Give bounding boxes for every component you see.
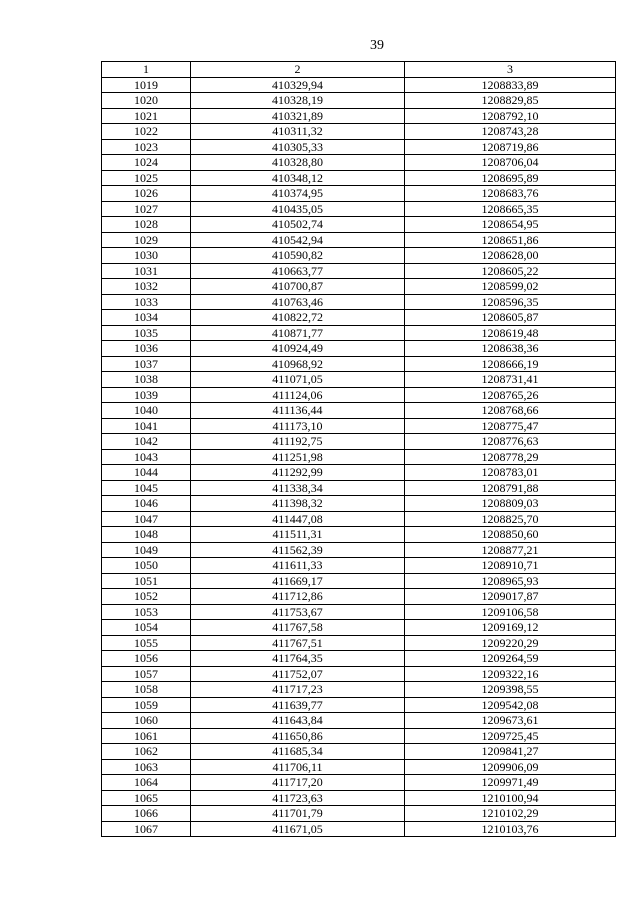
cell-point-number: 1045 (102, 480, 191, 496)
table-row (102, 372, 616, 388)
table-header (102, 62, 616, 78)
cell-point-number: 1021 (102, 108, 191, 124)
table-row (102, 341, 616, 357)
cell-point-number: 1059 (102, 697, 191, 713)
cell-x-coordinate: 411136,44 (191, 403, 405, 419)
table-row (102, 744, 616, 760)
cell-point-number: 1034 (102, 310, 191, 326)
cell-point-number: 1028 (102, 217, 191, 233)
cell-x-coordinate: 411712,86 (191, 589, 405, 605)
cell-point-number: 1058 (102, 682, 191, 698)
cell-y-coordinate: 1208654,95 (405, 217, 616, 233)
table-row (102, 201, 616, 217)
cell-x-coordinate: 410328,19 (191, 93, 405, 109)
cell-point-number: 1048 (102, 527, 191, 543)
table-row (102, 635, 616, 651)
cell-y-coordinate: 1209017,87 (405, 589, 616, 605)
table-row (102, 325, 616, 341)
cell-x-coordinate: 411251,98 (191, 449, 405, 465)
table-row (102, 170, 616, 186)
table-row (102, 713, 616, 729)
cell-y-coordinate: 1209106,58 (405, 604, 616, 620)
cell-point-number: 1032 (102, 279, 191, 295)
cell-point-number: 1067 (102, 821, 191, 837)
table-row (102, 682, 616, 698)
cell-x-coordinate: 411338,34 (191, 480, 405, 496)
table-row (102, 263, 616, 279)
cell-x-coordinate: 410542,94 (191, 232, 405, 248)
cell-y-coordinate: 1210100,94 (405, 790, 616, 806)
cell-x-coordinate: 411071,05 (191, 372, 405, 388)
cell-x-coordinate: 411398,32 (191, 496, 405, 512)
table-row (102, 77, 616, 93)
cell-x-coordinate: 411764,35 (191, 651, 405, 667)
cell-y-coordinate: 1209841,27 (405, 744, 616, 760)
cell-y-coordinate: 1209398,55 (405, 682, 616, 698)
table-row (102, 356, 616, 372)
cell-x-coordinate: 410968,92 (191, 356, 405, 372)
cell-y-coordinate: 1208768,66 (405, 403, 616, 419)
cell-x-coordinate: 411671,05 (191, 821, 405, 837)
cell-y-coordinate: 1208596,35 (405, 294, 616, 310)
cell-x-coordinate: 411767,58 (191, 620, 405, 636)
cell-point-number: 1051 (102, 573, 191, 589)
table-row (102, 108, 616, 124)
cell-x-coordinate: 410502,74 (191, 217, 405, 233)
table-row (102, 511, 616, 527)
table-body (102, 77, 616, 837)
cell-point-number: 1035 (102, 325, 191, 341)
table-row (102, 589, 616, 605)
table-row (102, 232, 616, 248)
cell-y-coordinate: 1208910,71 (405, 558, 616, 574)
cell-point-number: 1038 (102, 372, 191, 388)
cell-y-coordinate: 1208638,36 (405, 341, 616, 357)
cell-y-coordinate: 1208605,22 (405, 263, 616, 279)
cell-y-coordinate: 1208783,01 (405, 465, 616, 481)
cell-point-number: 1057 (102, 666, 191, 682)
cell-y-coordinate: 1208743,28 (405, 124, 616, 140)
cell-point-number: 1049 (102, 542, 191, 558)
cell-point-number: 1043 (102, 449, 191, 465)
cell-x-coordinate: 411767,51 (191, 635, 405, 651)
table-row (102, 806, 616, 822)
cell-x-coordinate: 410924,49 (191, 341, 405, 357)
table-row (102, 186, 616, 202)
cell-x-coordinate: 411511,31 (191, 527, 405, 543)
cell-y-coordinate: 1208719,86 (405, 139, 616, 155)
cell-x-coordinate: 411124,06 (191, 387, 405, 403)
cell-y-coordinate: 1208776,63 (405, 434, 616, 450)
cell-point-number: 1025 (102, 170, 191, 186)
cell-y-coordinate: 1208695,89 (405, 170, 616, 186)
cell-point-number: 1062 (102, 744, 191, 760)
cell-y-coordinate: 1208651,86 (405, 232, 616, 248)
cell-y-coordinate: 1208778,29 (405, 449, 616, 465)
cell-x-coordinate: 411192,75 (191, 434, 405, 450)
table-row (102, 604, 616, 620)
cell-y-coordinate: 1208809,03 (405, 496, 616, 512)
cell-x-coordinate: 410329,94 (191, 77, 405, 93)
cell-point-number: 1027 (102, 201, 191, 217)
cell-point-number: 1063 (102, 759, 191, 775)
table-row (102, 434, 616, 450)
cell-x-coordinate: 410871,77 (191, 325, 405, 341)
cell-y-coordinate: 1208825,70 (405, 511, 616, 527)
cell-x-coordinate: 411173,10 (191, 418, 405, 434)
cell-x-coordinate: 411611,33 (191, 558, 405, 574)
cell-point-number: 1047 (102, 511, 191, 527)
cell-y-coordinate: 1208683,76 (405, 186, 616, 202)
table-row (102, 294, 616, 310)
cell-x-coordinate: 411701,79 (191, 806, 405, 822)
cell-y-coordinate: 1208791,88 (405, 480, 616, 496)
table-row (102, 93, 616, 109)
cell-point-number: 1037 (102, 356, 191, 372)
cell-point-number: 1033 (102, 294, 191, 310)
table-row (102, 465, 616, 481)
table-row (102, 542, 616, 558)
table-row (102, 279, 616, 295)
table-row (102, 403, 616, 419)
column-header-1: 1 (102, 62, 191, 78)
cell-point-number: 1054 (102, 620, 191, 636)
cell-point-number: 1030 (102, 248, 191, 264)
table-row (102, 759, 616, 775)
cell-x-coordinate: 410700,87 (191, 279, 405, 295)
cell-y-coordinate: 1209264,59 (405, 651, 616, 667)
cell-x-coordinate: 411753,67 (191, 604, 405, 620)
cell-x-coordinate: 411717,20 (191, 775, 405, 791)
cell-y-coordinate: 1208706,04 (405, 155, 616, 171)
table-row (102, 666, 616, 682)
cell-point-number: 1065 (102, 790, 191, 806)
cell-x-coordinate: 411562,39 (191, 542, 405, 558)
cell-x-coordinate: 410435,05 (191, 201, 405, 217)
cell-y-coordinate: 1209725,45 (405, 728, 616, 744)
cell-point-number: 1042 (102, 434, 191, 450)
table-row (102, 217, 616, 233)
cell-point-number: 1064 (102, 775, 191, 791)
cell-point-number: 1041 (102, 418, 191, 434)
cell-point-number: 1029 (102, 232, 191, 248)
cell-y-coordinate: 1208775,47 (405, 418, 616, 434)
table-row (102, 821, 616, 837)
cell-x-coordinate: 411685,34 (191, 744, 405, 760)
cell-x-coordinate: 410590,82 (191, 248, 405, 264)
cell-y-coordinate: 1208877,21 (405, 542, 616, 558)
cell-x-coordinate: 411447,08 (191, 511, 405, 527)
cell-x-coordinate: 410663,77 (191, 263, 405, 279)
cell-y-coordinate: 1209220,29 (405, 635, 616, 651)
cell-y-coordinate: 1210102,29 (405, 806, 616, 822)
cell-point-number: 1022 (102, 124, 191, 140)
cell-x-coordinate: 411717,23 (191, 682, 405, 698)
cell-y-coordinate: 1208666,19 (405, 356, 616, 372)
cell-y-coordinate: 1208829,85 (405, 93, 616, 109)
cell-x-coordinate: 411639,77 (191, 697, 405, 713)
cell-x-coordinate: 411723,63 (191, 790, 405, 806)
table-row (102, 449, 616, 465)
cell-point-number: 1060 (102, 713, 191, 729)
table-row (102, 728, 616, 744)
cell-y-coordinate: 1209971,49 (405, 775, 616, 791)
table-row (102, 527, 616, 543)
table-row (102, 573, 616, 589)
cell-point-number: 1031 (102, 263, 191, 279)
cell-x-coordinate: 411752,07 (191, 666, 405, 682)
table-row (102, 418, 616, 434)
cell-point-number: 1024 (102, 155, 191, 171)
cell-point-number: 1046 (102, 496, 191, 512)
cell-point-number: 1050 (102, 558, 191, 574)
cell-x-coordinate: 410311,32 (191, 124, 405, 140)
table-row (102, 139, 616, 155)
cell-x-coordinate: 411669,17 (191, 573, 405, 589)
cell-y-coordinate: 1208965,93 (405, 573, 616, 589)
cell-point-number: 1066 (102, 806, 191, 822)
cell-y-coordinate: 1208731,41 (405, 372, 616, 388)
table-row (102, 248, 616, 264)
cell-y-coordinate: 1209542,08 (405, 697, 616, 713)
cell-y-coordinate: 1209169,12 (405, 620, 616, 636)
cell-x-coordinate: 411706,11 (191, 759, 405, 775)
header-row (102, 62, 616, 78)
cell-point-number: 1044 (102, 465, 191, 481)
cell-x-coordinate: 410374,95 (191, 186, 405, 202)
table-row (102, 790, 616, 806)
column-header-3: 3 (405, 62, 616, 78)
table-row (102, 697, 616, 713)
cell-point-number: 1040 (102, 403, 191, 419)
cell-x-coordinate: 411643,84 (191, 713, 405, 729)
cell-x-coordinate: 410328,80 (191, 155, 405, 171)
cell-y-coordinate: 1208605,87 (405, 310, 616, 326)
cell-y-coordinate: 1208850,60 (405, 527, 616, 543)
cell-point-number: 1036 (102, 341, 191, 357)
cell-x-coordinate: 410321,89 (191, 108, 405, 124)
cell-point-number: 1023 (102, 139, 191, 155)
cell-point-number: 1056 (102, 651, 191, 667)
cell-point-number: 1039 (102, 387, 191, 403)
table-row (102, 480, 616, 496)
cell-point-number: 1052 (102, 589, 191, 605)
cell-y-coordinate: 1208833,89 (405, 77, 616, 93)
cell-y-coordinate: 1209673,61 (405, 713, 616, 729)
cell-y-coordinate: 1208792,10 (405, 108, 616, 124)
cell-y-coordinate: 1208628,00 (405, 248, 616, 264)
column-header-2: 2 (191, 62, 405, 78)
table-row (102, 651, 616, 667)
cell-point-number: 1061 (102, 728, 191, 744)
cell-point-number: 1020 (102, 93, 191, 109)
cell-x-coordinate: 410305,33 (191, 139, 405, 155)
cell-y-coordinate: 1208765,26 (405, 387, 616, 403)
cell-point-number: 1026 (102, 186, 191, 202)
cell-x-coordinate: 411650,86 (191, 728, 405, 744)
cell-x-coordinate: 410348,12 (191, 170, 405, 186)
table-row (102, 775, 616, 791)
table-row (102, 620, 616, 636)
cell-x-coordinate: 410822,72 (191, 310, 405, 326)
table-row (102, 496, 616, 512)
table-row (102, 558, 616, 574)
cell-y-coordinate: 1210103,76 (405, 821, 616, 837)
cell-y-coordinate: 1209322,16 (405, 666, 616, 682)
cell-y-coordinate: 1208619,48 (405, 325, 616, 341)
cell-point-number: 1055 (102, 635, 191, 651)
table-row (102, 387, 616, 403)
table-row (102, 155, 616, 171)
cell-x-coordinate: 410763,46 (191, 294, 405, 310)
cell-y-coordinate: 1208599,02 (405, 279, 616, 295)
table-row (102, 124, 616, 140)
table-row (102, 310, 616, 326)
coordinates-table (101, 61, 616, 837)
cell-y-coordinate: 1208665,35 (405, 201, 616, 217)
cell-point-number: 1019 (102, 77, 191, 93)
cell-y-coordinate: 1209906,09 (405, 759, 616, 775)
cell-x-coordinate: 411292,99 (191, 465, 405, 481)
cell-point-number: 1053 (102, 604, 191, 620)
page-number: 39 (370, 38, 384, 53)
